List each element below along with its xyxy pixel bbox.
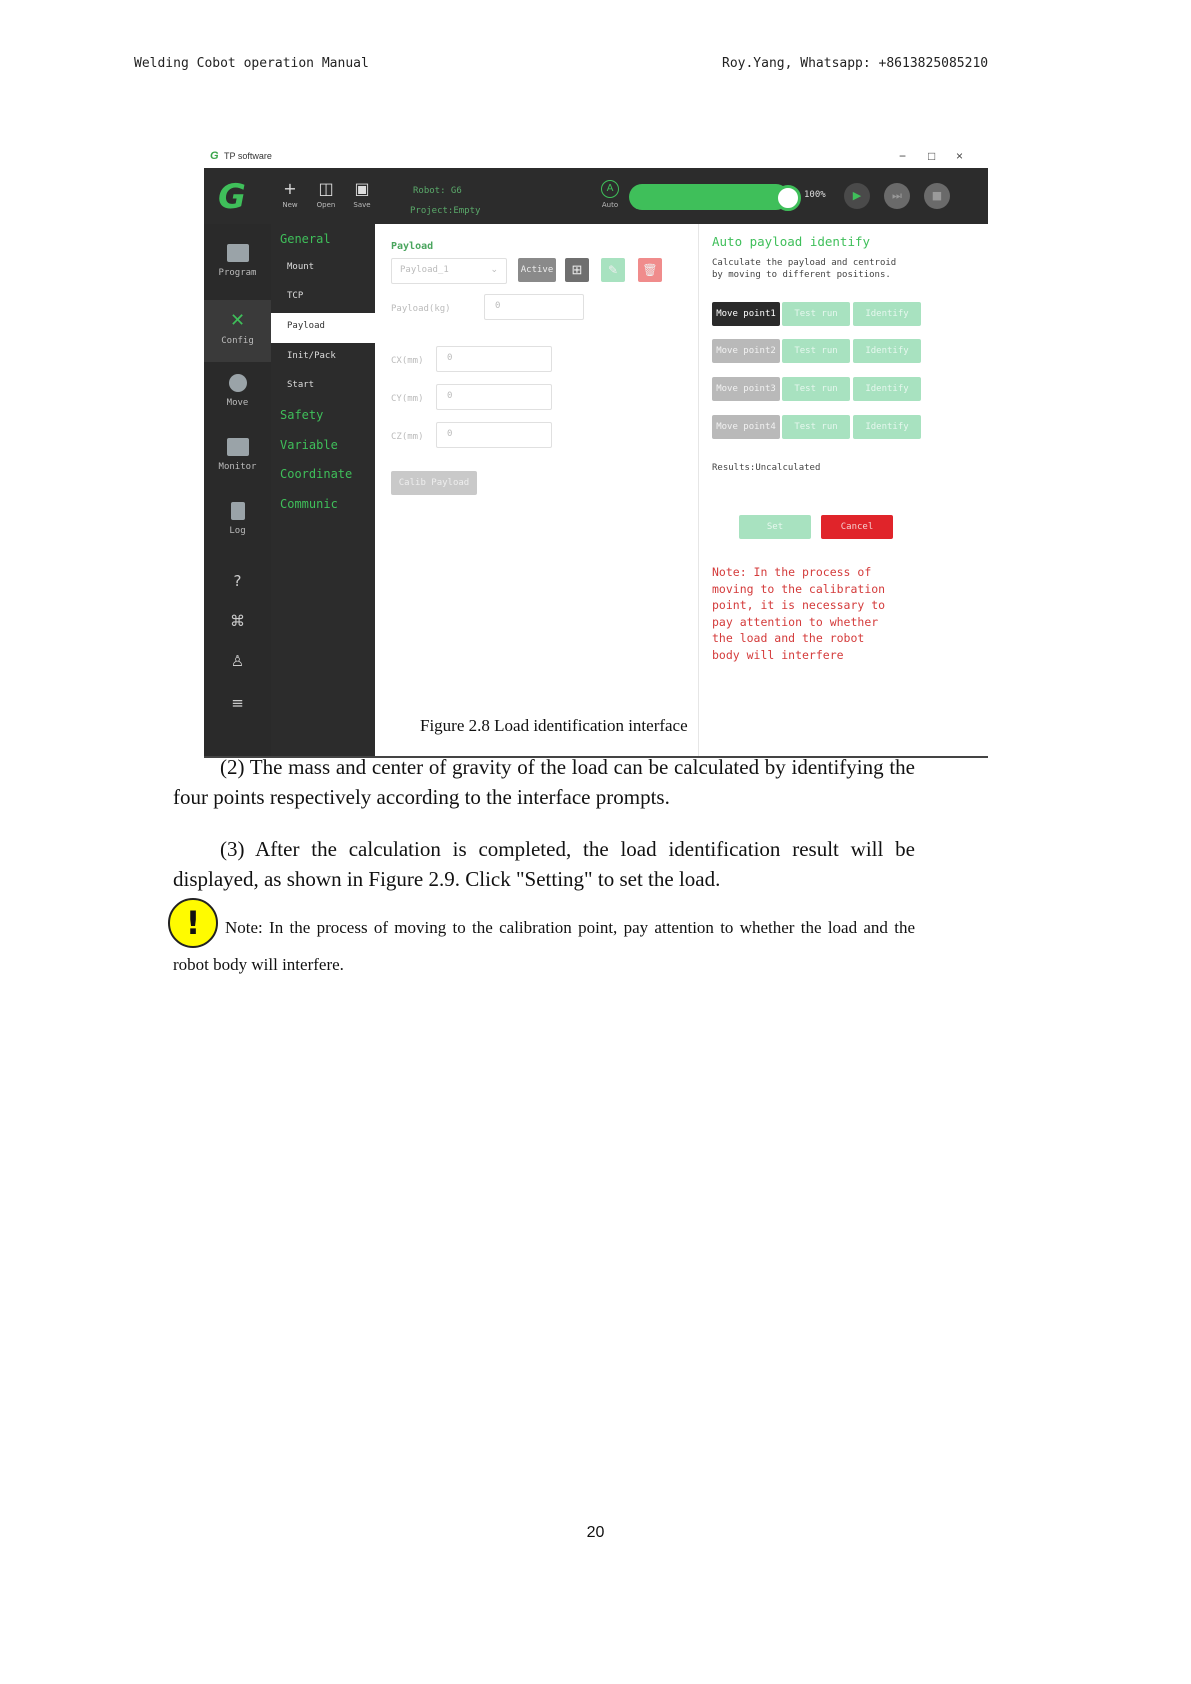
log-icon (231, 502, 245, 520)
payload-select-value: Payload_1 (400, 265, 449, 275)
menu-coordinate[interactable]: Coordinate (280, 467, 353, 481)
speed-slider[interactable] (629, 184, 789, 210)
project-name: Project:Empty (410, 206, 481, 216)
auto-label: Auto (601, 201, 619, 209)
menu-safety[interactable]: Safety (280, 408, 324, 422)
move-point1-button[interactable]: Move point1 (712, 302, 780, 326)
page-number: 20 (586, 1524, 605, 1541)
auto-mode-button[interactable] (597, 180, 623, 209)
note-line-5: the load and the robot (712, 631, 865, 645)
warning-note: Note: In the process of moving to the calibration point, pay attention to whether the load and the robot body will interfere. (173, 918, 915, 974)
sidebar-item-monitor[interactable] (204, 438, 271, 490)
menu-general[interactable]: General (280, 232, 331, 246)
apps-icon[interactable]: ⌘ (230, 612, 245, 630)
test-run4-button[interactable]: Test run (782, 415, 850, 439)
cy-value: 0 (447, 391, 453, 401)
note-line-4: pay attention to whether (712, 614, 879, 629)
identify1-button[interactable]: Identify (853, 302, 921, 326)
log-label: Log (229, 526, 246, 536)
app-logo-icon: G (210, 150, 219, 162)
save-button[interactable] (349, 180, 375, 209)
brand-logo: G (218, 177, 246, 217)
move-label: Move (226, 398, 249, 408)
description-line-2: by moving to different positions. (712, 270, 891, 280)
add-icon[interactable]: ⊞ (565, 258, 589, 282)
menu-icon[interactable]: ≡ (231, 694, 244, 712)
cx-value: 0 (447, 353, 453, 363)
payload-title: Payload (391, 241, 434, 252)
menu-tcp[interactable]: TCP (287, 291, 304, 301)
menu-payload[interactable]: Payload (287, 321, 325, 331)
active-button[interactable]: Active (518, 258, 556, 282)
auto-identify-description (712, 257, 896, 281)
figure-screenshot (204, 146, 988, 758)
move-point4-button[interactable]: Move point4 (712, 415, 780, 439)
config-menu (271, 224, 375, 758)
new-label: New (282, 201, 298, 209)
robot-name: Robot: G6 (413, 186, 462, 196)
payload-kg-input[interactable] (484, 294, 584, 320)
note-line-6: body will interfere (712, 647, 844, 662)
cx-input[interactable] (436, 346, 552, 372)
window-titlebar (204, 146, 988, 168)
program-label: Program (218, 268, 257, 278)
cancel-button[interactable]: Cancel (821, 515, 893, 539)
cy-label: CY(mm) (391, 394, 424, 404)
open-icon: ◫ (318, 179, 334, 198)
program-icon (227, 244, 249, 262)
cz-input[interactable] (436, 422, 552, 448)
paragraph-2: (2) The mass and center of gravity of the load can be calculated by identifying the four points respectively according to the interface prompts. (173, 755, 915, 809)
menu-init-pack[interactable]: Init/Pack (287, 351, 336, 361)
note-line-3: point, it is necessary to (712, 598, 886, 612)
monitor-icon (227, 438, 249, 456)
close-icon[interactable]: × (956, 149, 964, 163)
toolbar (204, 168, 988, 224)
paragraph-3: (3) After the calculation is completed, the load identification result will be displayed, as shown in Figure 2.9. Click "Setting" to set the load. (173, 837, 915, 891)
payload-select[interactable] (391, 258, 507, 284)
step-icon[interactable]: ⏭ (884, 183, 910, 209)
sidebar-item-program[interactable] (204, 244, 271, 296)
calib-payload-button[interactable]: Calib Payload (391, 471, 477, 495)
save-label: Save (353, 201, 371, 209)
cz-label: CZ(mm) (391, 432, 424, 442)
edit-icon[interactable]: ✎ (601, 258, 625, 282)
menu-variable[interactable]: Variable (280, 438, 338, 452)
move-point2-button[interactable]: Move point2 (712, 339, 780, 363)
results-text: Results:Uncalculated (712, 463, 821, 473)
sidebar (204, 224, 271, 758)
identify4-button[interactable]: Identify (853, 415, 921, 439)
save-icon: ▣ (354, 179, 370, 198)
open-label: Open (316, 201, 336, 209)
description-line-1: Calculate the payload and centroid (712, 258, 897, 268)
test-run1-button[interactable]: Test run (782, 302, 850, 326)
sidebar-item-config[interactable] (204, 300, 271, 362)
panel-divider (698, 224, 699, 758)
running-header-contact: Roy.Yang, Whatsapp: +8613825085210 (722, 56, 989, 71)
payload-kg-value: 0 (495, 301, 501, 311)
cx-label: CX(mm) (391, 356, 424, 366)
auto-icon: A (601, 180, 619, 198)
window-title: TP software (224, 151, 272, 161)
sidebar-item-move[interactable] (204, 374, 271, 426)
open-button[interactable] (313, 180, 339, 209)
plus-icon: + (283, 179, 297, 198)
robot-project-info (410, 180, 480, 222)
play-icon[interactable]: ▶ (844, 183, 870, 209)
speed-value: 100% (804, 190, 826, 200)
user-icon[interactable]: ♙ (230, 652, 245, 670)
monitor-label: Monitor (218, 462, 257, 472)
move-point3-button[interactable]: Move point3 (712, 377, 780, 401)
config-label: Config (221, 336, 254, 346)
minimize-icon[interactable]: − (899, 149, 907, 163)
identify2-button[interactable]: Identify (853, 339, 921, 363)
speed-slider-handle[interactable] (775, 185, 801, 211)
menu-start[interactable]: Start (287, 380, 315, 390)
sidebar-item-log[interactable] (204, 502, 271, 554)
cy-input[interactable] (436, 384, 552, 410)
warning-symbol: ! (185, 904, 201, 942)
maximize-icon[interactable]: □ (928, 149, 936, 163)
running-header-title: Welding Cobot operation Manual (134, 56, 369, 71)
test-run2-button[interactable]: Test run (782, 339, 850, 363)
figure-caption: Figure 2.8 Load identification interface (420, 716, 688, 735)
stop-icon[interactable]: ■ (924, 183, 950, 209)
move-icon (229, 374, 247, 392)
new-button[interactable] (277, 180, 303, 209)
payload-kg-label: Payload(kg) (391, 304, 451, 314)
identify3-button[interactable]: Identify (853, 377, 921, 401)
calibration-note (712, 564, 885, 663)
menu-communic[interactable]: Communic (280, 497, 338, 511)
note-line-1: Note: In the process of (712, 565, 872, 579)
chevron-down-icon: ⌄ (490, 264, 498, 274)
note-line-2: moving to the calibration (712, 581, 886, 596)
delete-icon[interactable]: 🗑 (638, 258, 662, 282)
auto-identify-title: Auto payload identify (712, 234, 871, 249)
menu-mount[interactable]: Mount (287, 262, 315, 272)
help-icon[interactable]: ? (233, 572, 242, 590)
test-run3-button[interactable]: Test run (782, 377, 850, 401)
cz-value: 0 (447, 429, 453, 439)
config-icon: ✕ (229, 310, 246, 331)
set-button[interactable]: Set (739, 515, 811, 539)
